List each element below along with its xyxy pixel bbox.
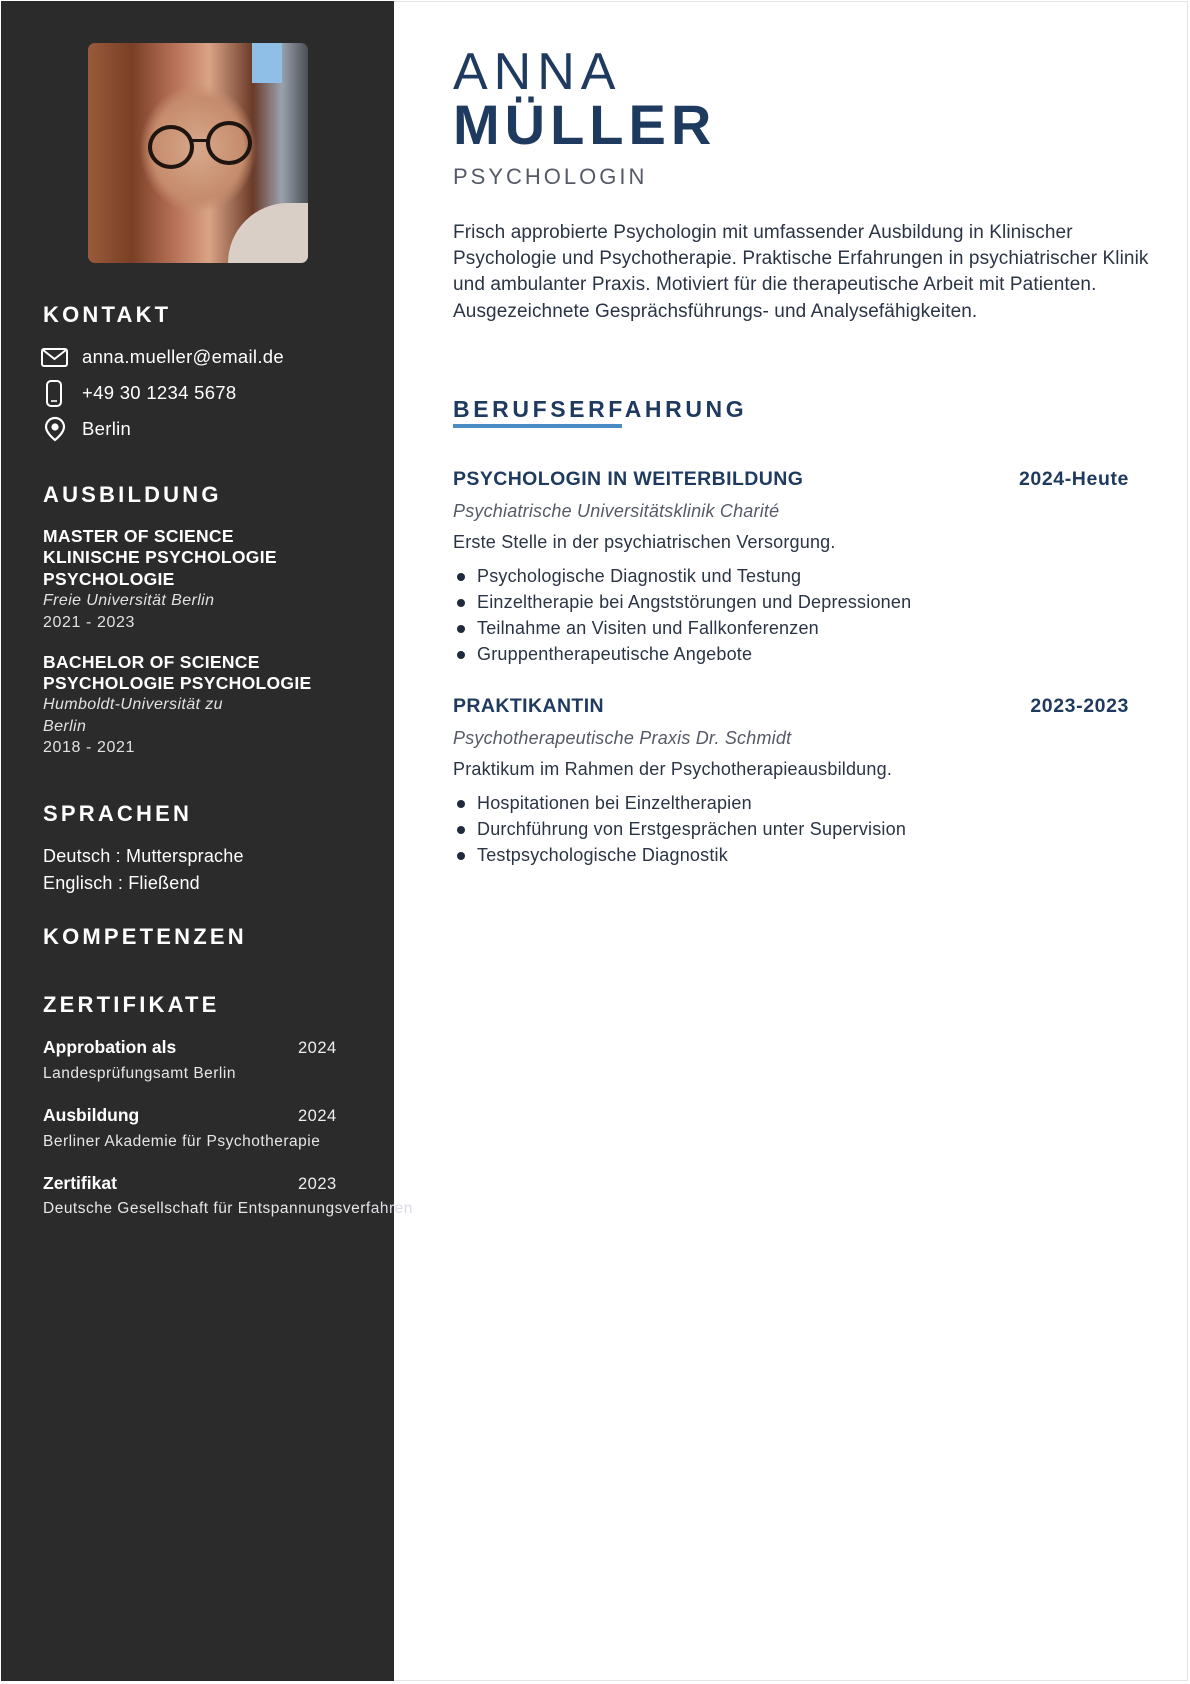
bullet-text: Gruppentherapeutische Angebote (477, 644, 753, 664)
languages-heading: SPRACHEN (43, 801, 193, 826)
bullet-item (453, 563, 911, 589)
first-name: ANNA (453, 43, 622, 101)
photo-background (252, 43, 282, 83)
job-title: PRAKTIKANTIN (453, 695, 605, 717)
bullet-icon (457, 826, 465, 834)
job-bullets (453, 563, 911, 667)
phone-icon (41, 381, 69, 405)
bullet-icon (457, 573, 465, 581)
email-text[interactable]: anna.mueller@email.de (82, 346, 284, 367)
bullet-item (453, 589, 911, 615)
glasses-decoration (191, 139, 209, 142)
bullet-icon (457, 800, 465, 808)
contact-email[interactable] (41, 345, 284, 369)
certificate-year: 2024 (298, 1039, 337, 1057)
education-heading: AUSBILDUNG (43, 482, 222, 507)
job-description: Erste Stelle in der psychiatrischen Versorgung. (453, 532, 836, 552)
certificates-heading: ZERTIFIKATE (43, 992, 220, 1017)
education-years: 2021 - 2023 (43, 614, 136, 631)
photo-shirt (228, 203, 308, 263)
bullet-item (453, 790, 906, 816)
bullet-text: Testpsychologische Diagnostik (477, 845, 728, 865)
job-title: PSYCHOLOGIN IN WEITERBILDUNG (453, 468, 804, 490)
job-bullets (453, 790, 906, 868)
job-company: Psychiatrische Universitätsklinik Charité (453, 501, 780, 521)
certificate-org-overflow: ahren (370, 1200, 413, 1217)
contact-phone[interactable] (41, 381, 237, 405)
education-degree-line: MASTER OF SCIENCE (43, 526, 234, 546)
location-text: Berlin (82, 418, 132, 439)
certificate-org (43, 1200, 413, 1218)
job-dates: 2023-2023 (1030, 695, 1129, 717)
skills-heading: KOMPETENZEN (43, 924, 247, 949)
glasses-decoration (148, 125, 194, 169)
job-dates: 2024-Heute (1018, 468, 1129, 490)
bullet-icon (457, 599, 465, 607)
education-school: Humboldt-Universität zu (43, 696, 223, 713)
language-item: Englisch : Fließend (43, 873, 200, 893)
job-description: Praktikum im Rahmen der Psychotherapieausbildung. (453, 759, 893, 779)
profession-title: PSYCHOLOGIN (453, 164, 648, 189)
bullet-text: Psychologische Diagnostik und Testung (477, 566, 802, 586)
mail-icon (41, 345, 69, 369)
education-school: Berlin (43, 718, 87, 735)
bullet-item (453, 842, 906, 868)
contact-heading: KONTAKT (43, 302, 172, 327)
bullet-icon (457, 852, 465, 860)
education-school: Freie Universität Berlin (43, 592, 215, 609)
education-degree-line: KLINISCHE PSYCHOLOGIE (43, 547, 277, 567)
profile-summary: Frisch approbierte Psychologin mit umfassender Ausbildung in Klinischer Psychologie und Psychotherapie. Praktische Erfahrungen in psychiatrischer Klinik und ambulanter Praxis. Motiviert für die therapeutische Arbeit mit Patienten. Ausgezeichnete Gesprächsführungs- und Analysefähigkeiten. (453, 222, 1149, 322)
contact-location (41, 417, 132, 441)
profile-photo (88, 43, 308, 263)
bullet-text: Hospitationen bei Einzeltherapien (477, 793, 752, 813)
job-company: Psychotherapeutische Praxis Dr. Schmidt (453, 728, 792, 748)
bullet-text: Teilnahme an Visiten und Fallkonferenzen (477, 618, 819, 638)
phone-text[interactable]: +49 30 1234 5678 (82, 382, 237, 403)
bullet-item (453, 816, 906, 842)
language-item: Deutsch : Muttersprache (43, 846, 244, 866)
last-name: MÜLLER (453, 93, 717, 156)
bullet-icon (457, 625, 465, 633)
certificate-org: Berliner Akademie für Psychotherapie (43, 1133, 321, 1150)
certificate-year: 2024 (298, 1107, 337, 1125)
glasses-decoration (206, 121, 252, 165)
education-degree-line: BACHELOR OF SCIENCE (43, 652, 260, 672)
certificate-title: Zertifikat (43, 1173, 117, 1193)
certificate-title: Approbation als (43, 1037, 177, 1057)
bullet-item (453, 641, 911, 667)
certificate-org-visible: Deutsche Gesellschaft für Entspannungsverf (43, 1200, 371, 1217)
certificate-title: Ausbildung (43, 1105, 140, 1125)
education-degree-line: PSYCHOLOGIE (43, 569, 175, 589)
bullet-text: Durchführung von Erstgesprächen unter Supervision (477, 819, 907, 839)
certificate-year: 2023 (298, 1175, 337, 1193)
bullet-text: Einzeltherapie bei Angststörungen und Depressionen (477, 592, 912, 612)
section-underline (453, 424, 622, 428)
location-pin-icon (41, 417, 69, 441)
sidebar (1, 1, 413, 1681)
bullet-icon (457, 651, 465, 659)
certificate-org: Landesprüfungsamt Berlin (43, 1065, 236, 1082)
education-years: 2018 - 2021 (43, 739, 136, 756)
experience-heading: BERUFSERFAHRUNG (453, 396, 748, 422)
education-degree-line: PSYCHOLOGIE PSYCHOLOGIE (43, 673, 312, 693)
bullet-item (453, 615, 911, 641)
